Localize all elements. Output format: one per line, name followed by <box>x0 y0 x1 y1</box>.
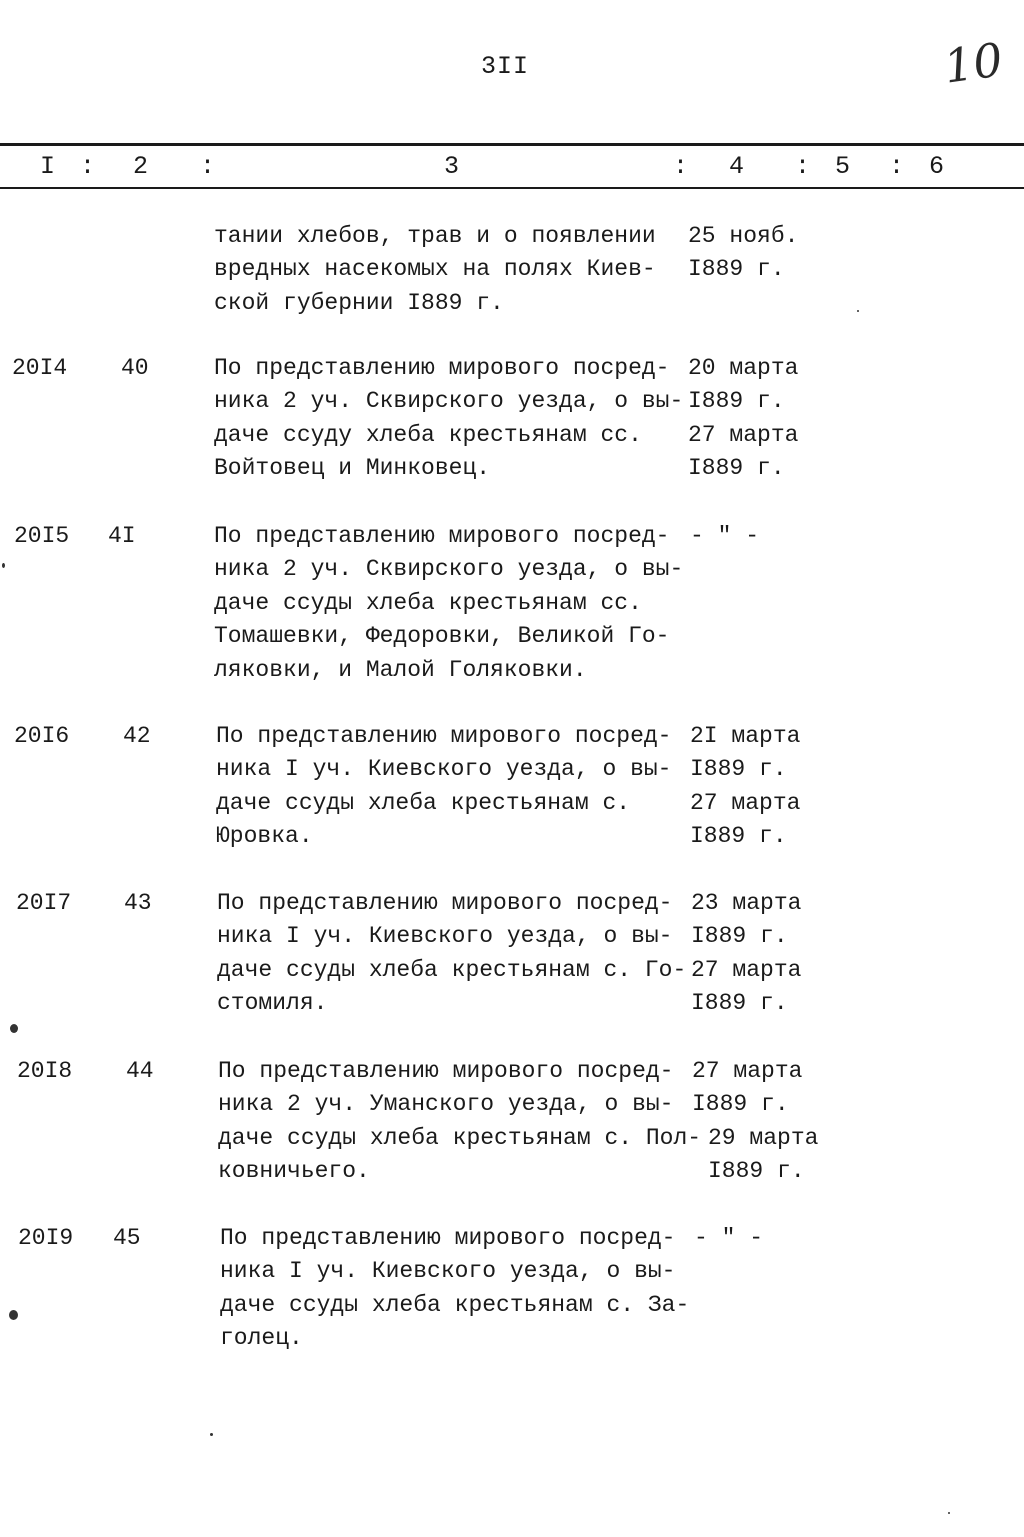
description-line: По представлению мирового посред- <box>217 890 673 916</box>
header-rule-top <box>0 143 1024 146</box>
entry-item: 40 <box>121 355 149 381</box>
column-separator: : <box>200 152 216 181</box>
entry-description <box>218 1055 701 1189</box>
header-rule-bottom <box>0 187 1024 189</box>
description-line: даче ссуды хлеба крестьянам с. Го- <box>217 956 687 983</box>
entry-number: 20I4 <box>12 355 68 381</box>
description-line: голец. <box>220 1325 303 1352</box>
entry-item: 43 <box>124 890 152 916</box>
entry-description <box>217 887 686 1021</box>
entry-item: 45 <box>113 1225 141 1251</box>
entry-item: 42 <box>123 723 151 749</box>
date-line: 27 марта <box>691 956 802 983</box>
ink-speck <box>2 563 5 568</box>
entry-number: 20I8 <box>17 1058 73 1084</box>
date-line: - " - <box>694 1225 764 1251</box>
description-line: Томашевки, Федоровки, Великой Го- <box>214 623 670 650</box>
entry-dates <box>690 520 759 553</box>
description-line: стомиля. <box>217 990 328 1017</box>
entry-dates <box>691 887 801 1021</box>
date-line: 27 марта <box>688 421 799 448</box>
entry-item: 44 <box>126 1058 154 1084</box>
description-line: По представлению мирового посред- <box>214 355 670 381</box>
folio-number: 10 <box>940 32 1007 94</box>
description-line: ника I уч. Киевского уезда, о вы- <box>217 923 673 950</box>
entry-description <box>214 352 683 486</box>
description-line: даче ссуду хлеба крестьянам сс. <box>214 421 642 448</box>
column-separator: : <box>795 152 811 181</box>
date-line: 29 марта <box>708 1124 819 1151</box>
description-line: ляковки, и Малой Голяковки. <box>214 656 587 683</box>
page-number: 3II <box>480 52 529 81</box>
description-line: ковничьего. <box>218 1158 370 1185</box>
description-line: тании хлебов, трав и о появлении <box>214 223 656 249</box>
description-line: ника 2 уч. Сквирского уезда, о вы- <box>214 556 684 583</box>
entry-dates <box>688 220 798 287</box>
entry-description <box>220 1222 689 1356</box>
date-line: 2I марта <box>690 723 801 749</box>
date-line: - " - <box>690 523 760 549</box>
description-line: вредных насекомых на полях Киев- <box>214 256 656 283</box>
description-line: ника 2 уч. Сквирского уезда, о вы- <box>214 388 684 415</box>
description-line: ника 2 уч. Уманского уезда, о вы- <box>218 1091 674 1118</box>
description-line: ника I уч. Киевского уезда, о вы- <box>216 756 672 783</box>
date-line: I889 г. <box>688 256 785 283</box>
date-line: 23 марта <box>691 890 802 916</box>
description-line: По представлению мирового посред- <box>214 523 670 549</box>
date-line: 27 марта <box>690 789 801 816</box>
entry-number: 20I6 <box>14 723 70 749</box>
entry-dates <box>690 720 800 854</box>
entry-item: 4I <box>108 523 136 549</box>
column-separator: : <box>889 152 905 181</box>
column-separator: : <box>673 152 689 181</box>
date-line: I889 г. <box>691 990 788 1017</box>
description-line: По представлению мирового посред- <box>216 723 672 749</box>
description-line: даче ссуды хлеба крестьянам с. <box>216 789 631 816</box>
entry-number: 20I7 <box>16 890 72 916</box>
entry-dates <box>688 352 798 486</box>
column-header-3: 3 <box>444 152 460 181</box>
description-line: Войтовец и Минковец. <box>214 455 491 482</box>
ink-speck <box>10 1024 18 1033</box>
column-separator: : <box>80 152 96 181</box>
ink-speck <box>857 310 859 312</box>
date-line: 27 марта <box>692 1058 803 1084</box>
date-line: I889 г. <box>690 756 787 783</box>
description-line: По представлению мирового посред- <box>220 1225 676 1251</box>
entry-number: 20I9 <box>18 1225 74 1251</box>
column-header-4: 4 <box>729 152 745 181</box>
description-line: даче ссуды хлеба крестьянам с. Пол- <box>218 1124 702 1151</box>
date-line: I889 г. <box>708 1158 805 1185</box>
description-line: даче ссуды хлеба крестьянам сс. <box>214 589 642 616</box>
description-line: ника I уч. Киевского уезда, о вы- <box>220 1258 676 1285</box>
description-line: Юровка. <box>216 823 313 850</box>
description-line: ской губернии I889 г. <box>214 289 504 316</box>
date-line: I889 г. <box>688 455 785 482</box>
column-header-5: 5 <box>835 152 851 181</box>
entry-dates <box>692 1055 818 1189</box>
entry-description <box>216 720 671 854</box>
date-line: I889 г. <box>691 923 788 950</box>
date-line: I889 г. <box>690 823 787 850</box>
entry-description <box>214 220 656 320</box>
entry-description <box>214 520 683 687</box>
date-line: I889 г. <box>688 388 785 415</box>
entry-number: 20I5 <box>14 523 70 549</box>
ink-speck <box>948 1512 950 1514</box>
entry-dates <box>694 1222 763 1255</box>
description-line: даче ссуды хлеба крестьянам с. За- <box>220 1291 690 1318</box>
ink-speck <box>9 1310 18 1320</box>
column-header-2: 2 <box>133 152 149 181</box>
description-line: По представлению мирового посред- <box>218 1058 674 1084</box>
column-header-6: 6 <box>929 152 945 181</box>
date-line: 20 марта <box>688 355 799 381</box>
column-header-1: I <box>40 152 56 181</box>
date-line: I889 г. <box>692 1091 789 1118</box>
date-line: 25 нояб. <box>688 223 799 249</box>
ink-speck <box>210 1433 213 1436</box>
